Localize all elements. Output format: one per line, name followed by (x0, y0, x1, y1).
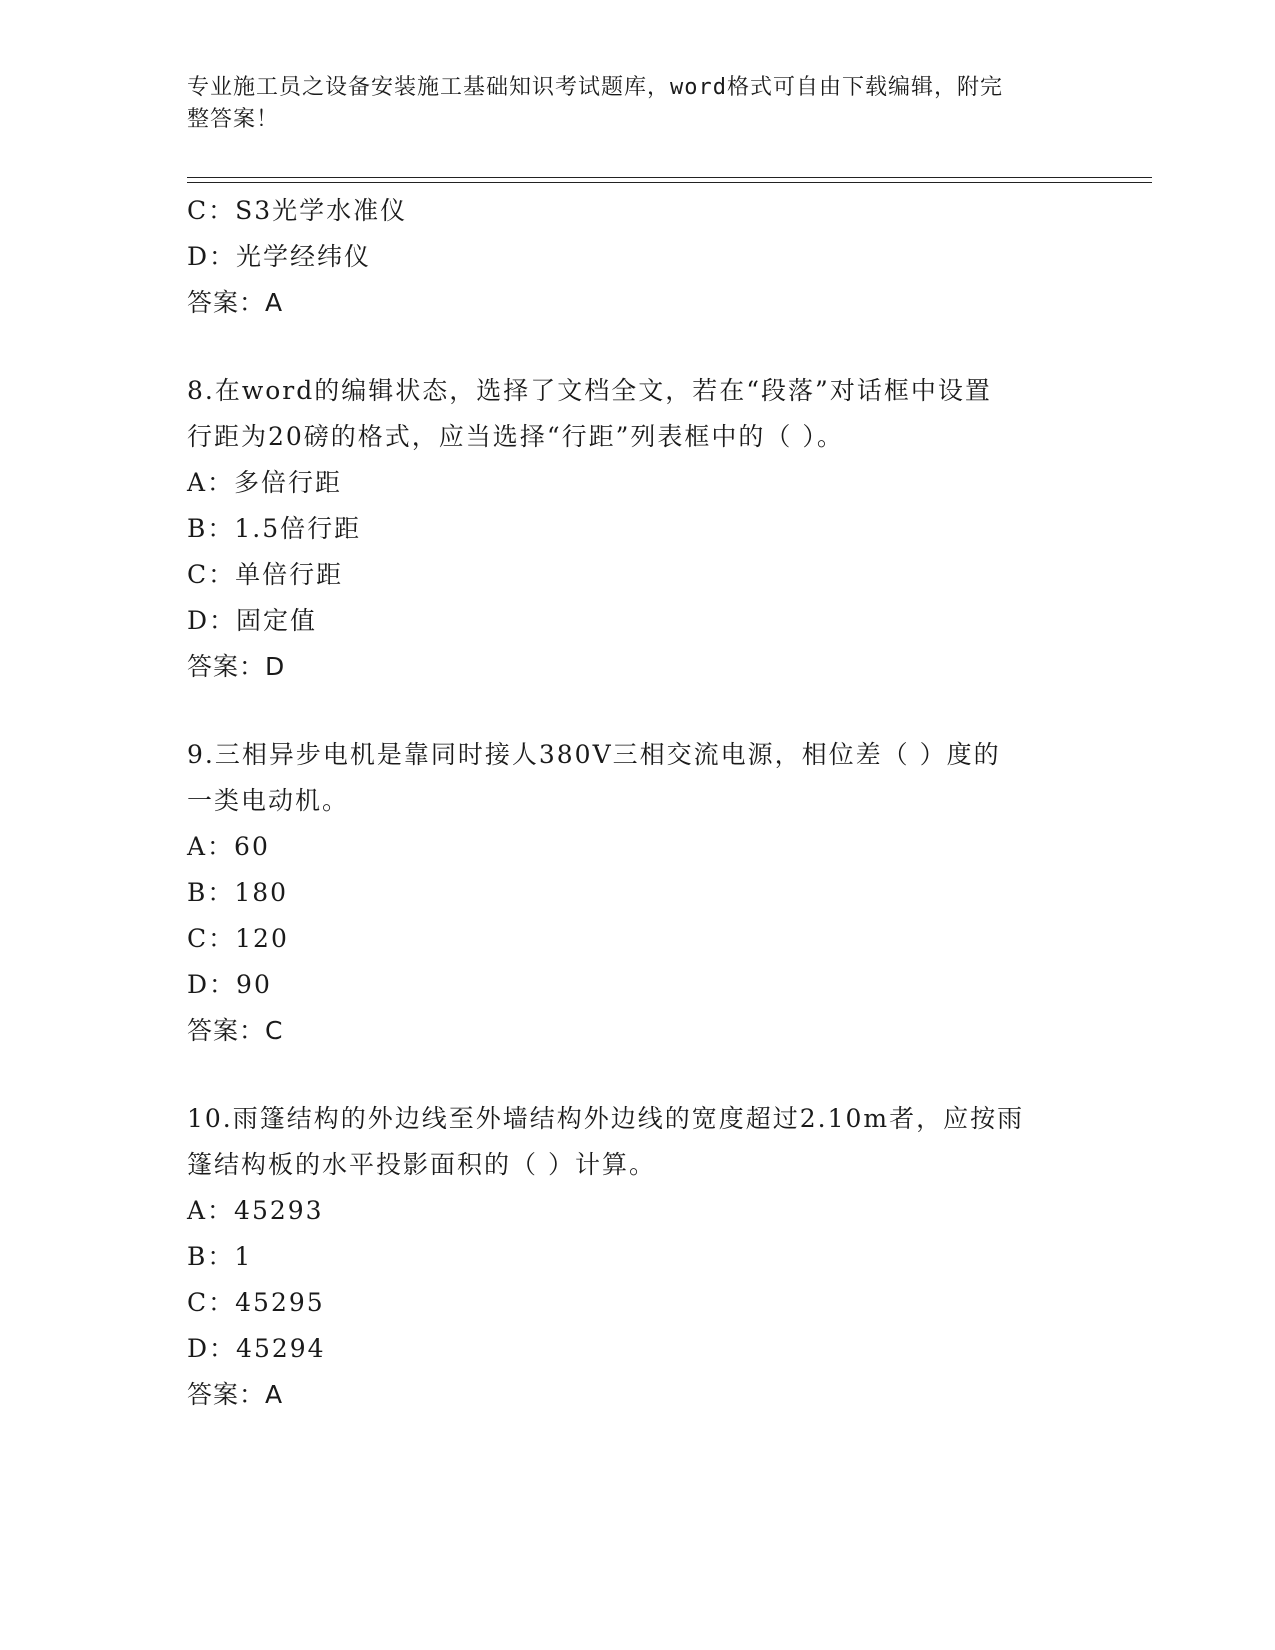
question-7-continuation (187, 188, 1087, 326)
question-list (187, 188, 1087, 1418)
option-b: B：180 (187, 878, 289, 907)
question-text-line: 行距为20磅的格式，应当选择“行距”列表框中的（ ）。 (187, 422, 844, 451)
answer-line: 答案：C (187, 1016, 284, 1045)
header-line-1: 专业施工员之设备安装施工基础知识考试题库，word格式可自由下载编辑，附完 (187, 75, 1003, 100)
question-9 (187, 732, 1087, 1054)
question-text-line: 篷结构板的水平投影面积的（ ）计算。 (187, 1150, 656, 1179)
option-d: D：45294 (187, 1334, 326, 1363)
question-text-line: 8.在word的编辑状态，选择了文档全文，若在“段落”对话框中设置 (187, 376, 992, 405)
option-b: B：1.5倍行距 (187, 514, 362, 543)
header-divider-bottom (187, 182, 1152, 183)
question-10 (187, 1096, 1087, 1418)
option-c: C：45295 (187, 1288, 325, 1317)
question-text-line: 9.三相异步电机是靠同时接人380V三相交流电源，相位差（ ）度的 (187, 740, 1001, 769)
option-d: D：光学经纬仪 (187, 242, 372, 271)
option-c: C：S3光学水准仪 (187, 196, 408, 225)
question-text-line: 一类电动机。 (187, 786, 350, 815)
answer-line: 答案：D (187, 652, 286, 681)
header-line-2: 整答案！ (187, 107, 280, 132)
option-b: B：1 (187, 1242, 253, 1271)
option-c: C：120 (187, 924, 289, 953)
question-8 (187, 368, 1087, 690)
option-c: C：单倍行距 (187, 560, 344, 589)
question-text-line: 10.雨篷结构的外边线至外墙结构外边线的宽度超过2.10m者，应按雨 (187, 1104, 1025, 1133)
answer-line: 答案：A (187, 1380, 284, 1409)
option-a: A：60 (187, 832, 270, 861)
option-a: A：45293 (187, 1196, 324, 1225)
option-d: D：90 (187, 970, 272, 999)
answer-line: 答案：A (187, 288, 284, 317)
option-a: A：多倍行距 (187, 468, 343, 497)
option-d: D：固定值 (187, 606, 318, 635)
document-header (187, 72, 1087, 136)
header-divider-top (187, 177, 1152, 178)
